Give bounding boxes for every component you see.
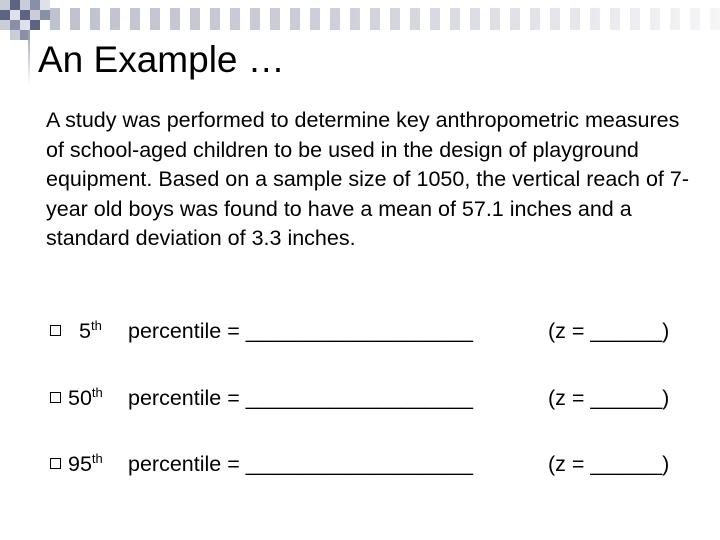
z-score-blank: (z = ______)	[548, 319, 670, 343]
z-score-blank: (z = ______)	[548, 452, 670, 476]
percentile-number: 5th	[79, 318, 102, 343]
percentile-number: 95th	[68, 451, 103, 476]
percentile-text: percentile = ___________________	[128, 386, 473, 410]
bullet-item-5th	[50, 316, 710, 346]
percentile-text: percentile = ___________________	[128, 452, 473, 476]
bullet-item-50th	[50, 383, 710, 413]
bullet-item-95th	[50, 449, 710, 479]
percentile-number: 50th	[68, 385, 103, 410]
checkbox-square-icon	[50, 325, 61, 336]
z-score-blank: (z = ______)	[548, 386, 670, 410]
slide-title: An Example …	[38, 39, 285, 80]
percentile-text: percentile = ___________________	[128, 319, 473, 343]
checkbox-square-icon	[50, 458, 61, 469]
header-stripe-fade	[50, 8, 720, 30]
header-vertical-line	[28, 30, 30, 85]
problem-paragraph: A study was performed to determine key anthropometric measures of school-aged children to be used in the design of playground equipment. Based on a sample size of 1050, the vertical reach of 7-year old boys was found to have a mean of 57.1 inches and a standard deviation of 3.3 inches.	[46, 108, 689, 250]
checkbox-square-icon	[50, 392, 61, 403]
